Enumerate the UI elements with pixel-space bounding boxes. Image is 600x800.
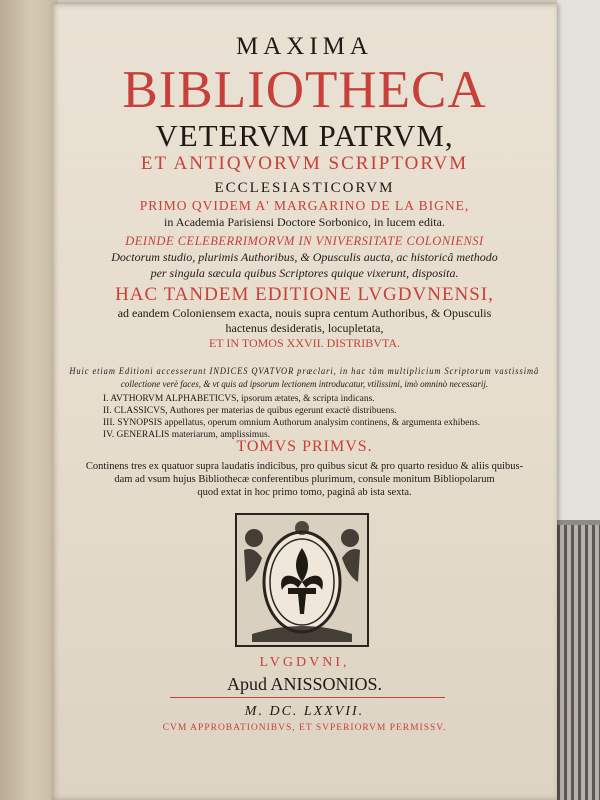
index-item-3: III. SYNOPSIS appellatus, operum omnium Authorum analysim continens, & argumenta exhibens. [103,418,481,428]
academia-line: in Academia Parisiensi Doctore Sorbonico, in lucem edita. [164,215,445,229]
index-item-2: II. CLASSICVS, Authores per materias de quibus egerunt exactè distribuens. [103,406,397,416]
collectione-line: collectione verè faces, & vt quis ad ipsorum lectionem introducatur, vtilissimi, imò omninò necessarij. [120,379,489,389]
indices-line: Huic etiam Editioni accesserunt INDICES QVATVOR præclari, in hac tàm multiplicium Scriptorum vastissimâ [69,366,540,376]
saecula-line: per singula sæcula quibus Scriptores quique vixerunt, disposita. [150,266,459,280]
locupletata-line: hactenus desideratis, locupletata, [225,321,384,335]
privilege-line: CVM APPROBATIONIBVS, ET SVPERIORVM PERMISSV. [162,723,447,733]
lugdunensi-line: HAC TANDEM EDITIONE LVGDVNENSI, [115,284,494,305]
title-line-bibliotheca: BIBLIOTHECA [122,61,487,119]
index-item-4: IV. GENERALIS materiarum, amplissimus. [103,430,271,440]
book-left-edge [0,0,58,800]
editor-line: PRIMO QVIDEM A' MARGARINO DE LA BIGNE, [139,198,470,213]
index-item-1: I. AVTHORVM ALPHABETICVS, ipsorum ætates, & scripta indicans. [103,394,375,404]
doctorum-line: Doctorum studio, plurimis Authoribus, & Opusculis aucta, ac historicâ methodo [111,250,498,264]
bookshelf [557,525,600,800]
bibliothecae-line: dam ad vsum hujus Bibliothecæ conferentibus plurimum, consule monitum Bibliopolarum [114,474,495,485]
coloniensi-line: DEINDE CELEBERRIMORVM IN VNIVERSITATE COLONIENSI [125,234,484,248]
title-line-veterum-patrum: VETERVM PATRVM, [155,118,454,153]
title-line-antiquorum: ET ANTIQVORVM SCRIPTORVM [140,153,469,174]
tomus-primus: TOMVS PRIMVS. [236,438,373,455]
divider-rule [170,697,445,698]
title-line-maxima: MAXIMA [236,33,373,60]
title-line-ecclesiasticorum: ECCLESIASTICORVM [214,180,395,196]
tomos-line: ET IN TOMOS XXVII. DISTRIBVTA. [208,336,401,350]
place-lugduni: LVGDVNI, [259,655,350,670]
continens-line: Continens tres ex quatuor supra laudatis indicibus, pro quibus sicut & pro quarto residuo & aliis quibus- [85,461,524,472]
publication-year: M. DC. LXXVII. [244,704,365,719]
fleur-de-lis-printer-device-icon [232,510,372,650]
publisher-line: Apud ANISSONIOS. [226,674,383,694]
coloniensem-line: ad eandem Coloniensem exacta, nouis supra centum Authoribus, & Opusculis [117,306,492,320]
primo-tomo-line: quod extat in hoc primo tomo, paginâ ab ista sexta. [197,487,412,498]
